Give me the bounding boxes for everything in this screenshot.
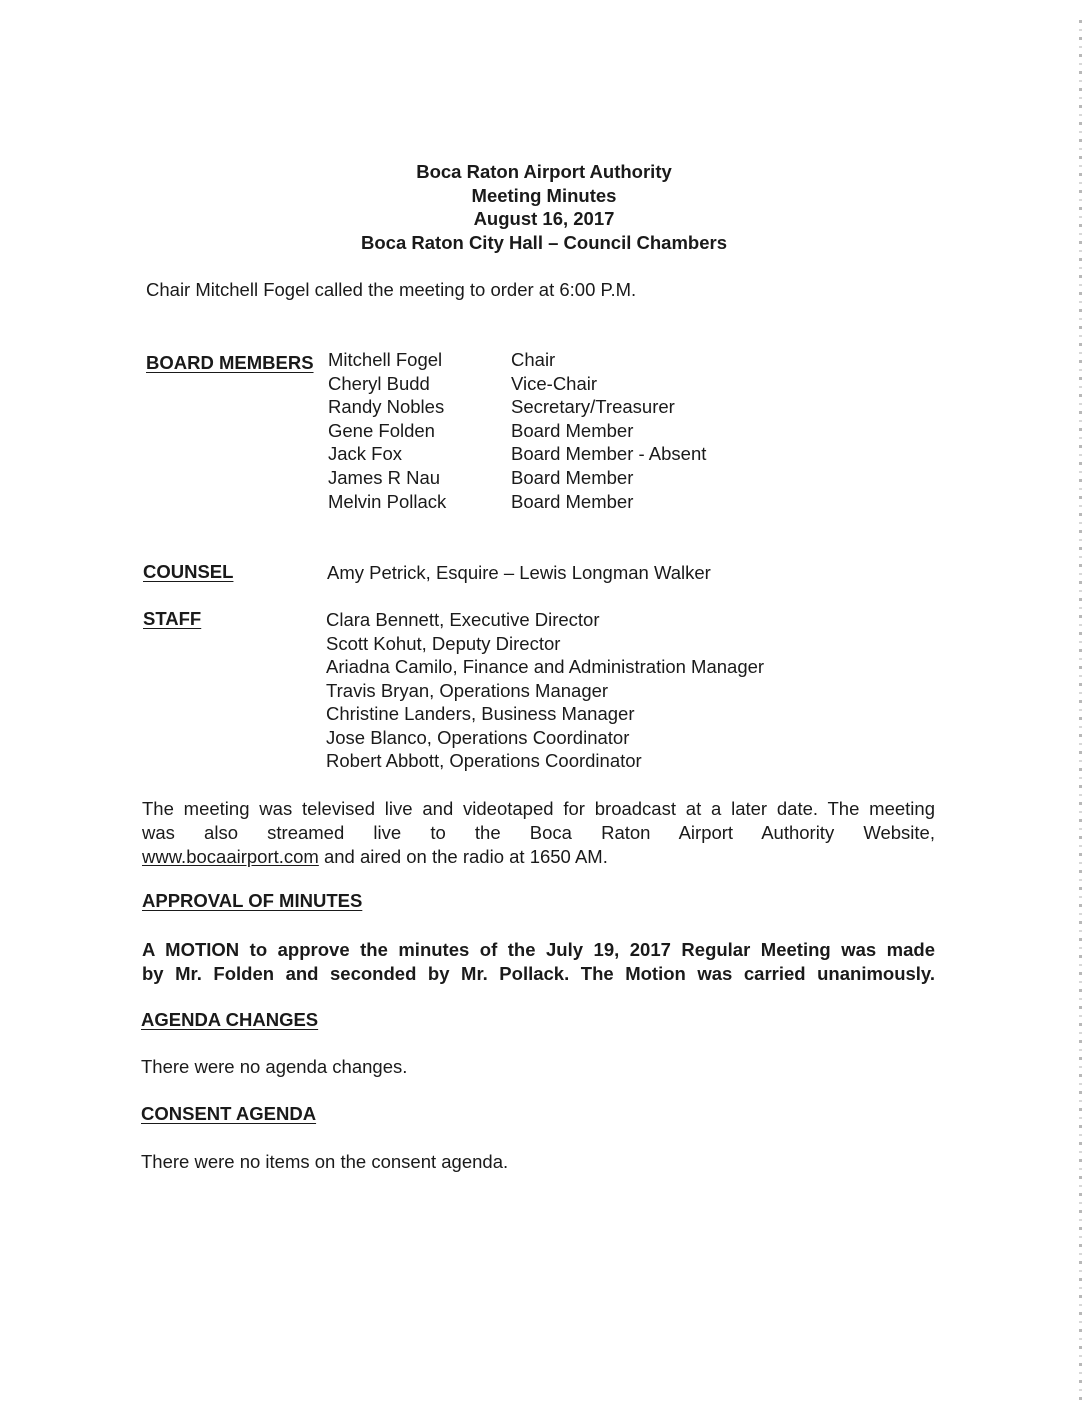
counsel-heading: COUNSEL — [143, 561, 234, 582]
call-to-order-text: Chair Mitchell Fogel called the meeting to order at 6:00 P.M. — [146, 279, 637, 300]
consent-agenda-heading: CONSENT AGENDA — [141, 1103, 317, 1124]
staff-heading: STAFF — [143, 608, 202, 629]
board-member-role: Board Member - Absent — [511, 443, 707, 465]
board-member-role: Board Member — [511, 490, 634, 512]
document-title-block — [0, 160, 1088, 254]
staff-list — [326, 608, 764, 773]
broadcast-paragraph — [142, 797, 935, 869]
broadcast-line-2: was also streamed live to the Boca Raton Airport Authority Website, — [142, 822, 935, 843]
board-member-role: Secretary/Treasurer — [511, 396, 675, 418]
counsel-text: Amy Petrick, Esquire – Lewis Longman Walker — [327, 562, 711, 583]
agenda-changes-text: There were no agenda changes. — [141, 1056, 408, 1077]
organization-title: Boca Raton Airport Authority — [416, 161, 672, 182]
staff-member: Robert Abbott, Operations Coordinator — [326, 750, 642, 771]
meeting-date: August 16, 2017 — [473, 208, 615, 229]
board-member-name: James R Nau — [328, 466, 441, 488]
board-member-name: Jack Fox — [328, 443, 403, 465]
board-member-name: Gene Folden — [328, 419, 435, 441]
staff-member: Clara Bennett, Executive Director — [326, 609, 600, 630]
broadcast-line-3 — [142, 845, 935, 869]
website-link[interactable]: www.bocaairport.com — [142, 846, 319, 867]
broadcast-line-1: The meeting was televised live and videotaped for broadcast at a later date. The meeting — [142, 798, 935, 819]
board-member-name: Cheryl Budd — [328, 372, 430, 394]
consent-agenda-text: There were no items on the consent agenda. — [141, 1151, 509, 1172]
board-member-role: Board Member — [511, 419, 634, 441]
approval-of-minutes-heading: APPROVAL OF MINUTES — [142, 890, 363, 911]
board-member-row — [328, 442, 706, 466]
staff-member: Ariadna Camilo, Finance and Administration Manager — [326, 656, 765, 677]
board-member-row — [328, 466, 706, 490]
board-member-name: Randy Nobles — [328, 396, 445, 418]
broadcast-line-3-rest: and aired on the radio at 1650 AM. — [318, 846, 608, 867]
board-members-list — [328, 348, 706, 513]
board-member-row — [328, 395, 706, 419]
agenda-changes-heading: AGENDA CHANGES — [141, 1009, 319, 1030]
document-type-title: Meeting Minutes — [471, 184, 617, 206]
board-member-row — [328, 372, 706, 396]
board-member-row — [328, 490, 706, 514]
staff-member: Scott Kohut, Deputy Director — [326, 632, 561, 654]
staff-member: Jose Blanco, Operations Coordinator — [326, 726, 630, 748]
staff-member: Christine Landers, Business Manager — [326, 703, 635, 724]
approval-motion-line-1: A MOTION to approve the minutes of the July 19, 2017 Regular Meeting was made — [142, 939, 935, 960]
board-member-row — [328, 419, 706, 443]
board-member-role: Board Member — [511, 466, 634, 488]
board-member-role: Vice-Chair — [511, 372, 598, 394]
board-member-name: Melvin Pollack — [328, 490, 447, 512]
approval-motion — [142, 938, 935, 986]
board-member-row — [328, 348, 706, 372]
meeting-location: Boca Raton City Hall – Council Chambers — [361, 231, 727, 253]
board-member-role: Chair — [511, 349, 556, 370]
approval-motion-line-2: by Mr. Folden and seconded by Mr. Pollack. The Motion was carried unanimously. — [142, 963, 935, 984]
board-member-name: Mitchell Fogel — [328, 349, 443, 370]
staff-member: Travis Bryan, Operations Manager — [326, 679, 609, 701]
board-members-heading: BOARD MEMBERS — [146, 352, 314, 373]
